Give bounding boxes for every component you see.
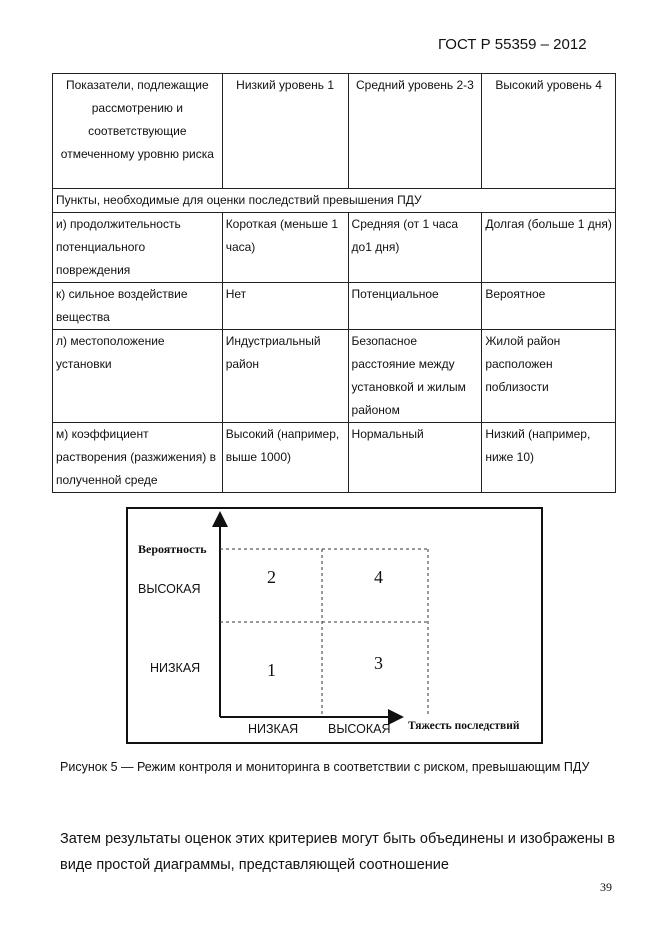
table-cell: Потенциальное xyxy=(348,283,482,330)
table-row xyxy=(53,213,616,283)
table-section-row xyxy=(53,189,616,213)
table-cell: м) коэффициент растворения (разжижения) в полученной среде xyxy=(53,423,223,493)
table-header-cell: Средний уровень 2-3 xyxy=(348,74,482,189)
matrix-cell-value: 2 xyxy=(267,567,276,587)
table-header-row xyxy=(53,74,616,189)
table-cell: Нет xyxy=(222,283,348,330)
figure-caption: Рисунок 5 — Режим контроля и мониторинга в соответствии с риском, превышающим ПДУ xyxy=(60,760,590,774)
table-cell: Низкий (например, ниже 10) xyxy=(482,423,616,493)
table-cell: л) местоположение установки xyxy=(53,330,223,423)
standard-code: ГОСТ Р 55359 – 2012 xyxy=(438,36,587,53)
table-cell: Средняя (от 1 часа до1 дня) xyxy=(348,213,482,283)
criteria-table xyxy=(52,73,616,493)
table-cell: Высокий (например, выше 1000) xyxy=(222,423,348,493)
table-header-cell: Низкий уровень 1 xyxy=(222,74,348,189)
table-cell: Безопасное расстояние между установкой и жилым районом xyxy=(348,330,482,423)
body-paragraph: Затем результаты оценок этих критериев могут быть объединены и изображены в виде простой диаграммы, представляющей соотношение xyxy=(60,831,615,873)
matrix-cell-value: 1 xyxy=(267,660,276,680)
x-level-high: ВЫСОКАЯ xyxy=(328,722,391,736)
table-cell: Жилой район расположен поблизости xyxy=(482,330,616,423)
table-row xyxy=(53,330,616,423)
page-number: 39 xyxy=(600,880,612,894)
table-cell: Короткая (меньше 1 часа) xyxy=(222,213,348,283)
table-row xyxy=(53,423,616,493)
matrix-cell-value: 3 xyxy=(374,653,383,673)
table-cell: Нормальный xyxy=(348,423,482,493)
table-cell: к) сильное воздействие вещества xyxy=(53,283,223,330)
table-cell: и) продолжительность потенциального повреждения xyxy=(53,213,223,283)
table-row xyxy=(53,283,616,330)
table-cell: Индустриальный район xyxy=(222,330,348,423)
table-cell: Долгая (больше 1 дня) xyxy=(482,213,616,283)
section-title: Пункты, необходимые для оценки последствий превышения ПДУ xyxy=(53,189,616,213)
table-header-cell: Показатели, подлежащие рассмотрению и соответствующие отмеченному уровню риска xyxy=(53,74,223,189)
y-level-high: ВЫСОКАЯ xyxy=(138,582,201,596)
risk-matrix-figure xyxy=(126,507,543,744)
y-axis-label: Вероятность xyxy=(138,542,207,556)
table-cell: Вероятное xyxy=(482,283,616,330)
x-level-low: НИЗКАЯ xyxy=(248,722,299,736)
y-level-low: НИЗКАЯ xyxy=(150,661,201,675)
x-axis-label: Тяжесть последствий xyxy=(408,720,520,732)
matrix-cell-value: 4 xyxy=(374,567,383,587)
table-header-cell: Высокий уровень 4 xyxy=(482,74,616,189)
